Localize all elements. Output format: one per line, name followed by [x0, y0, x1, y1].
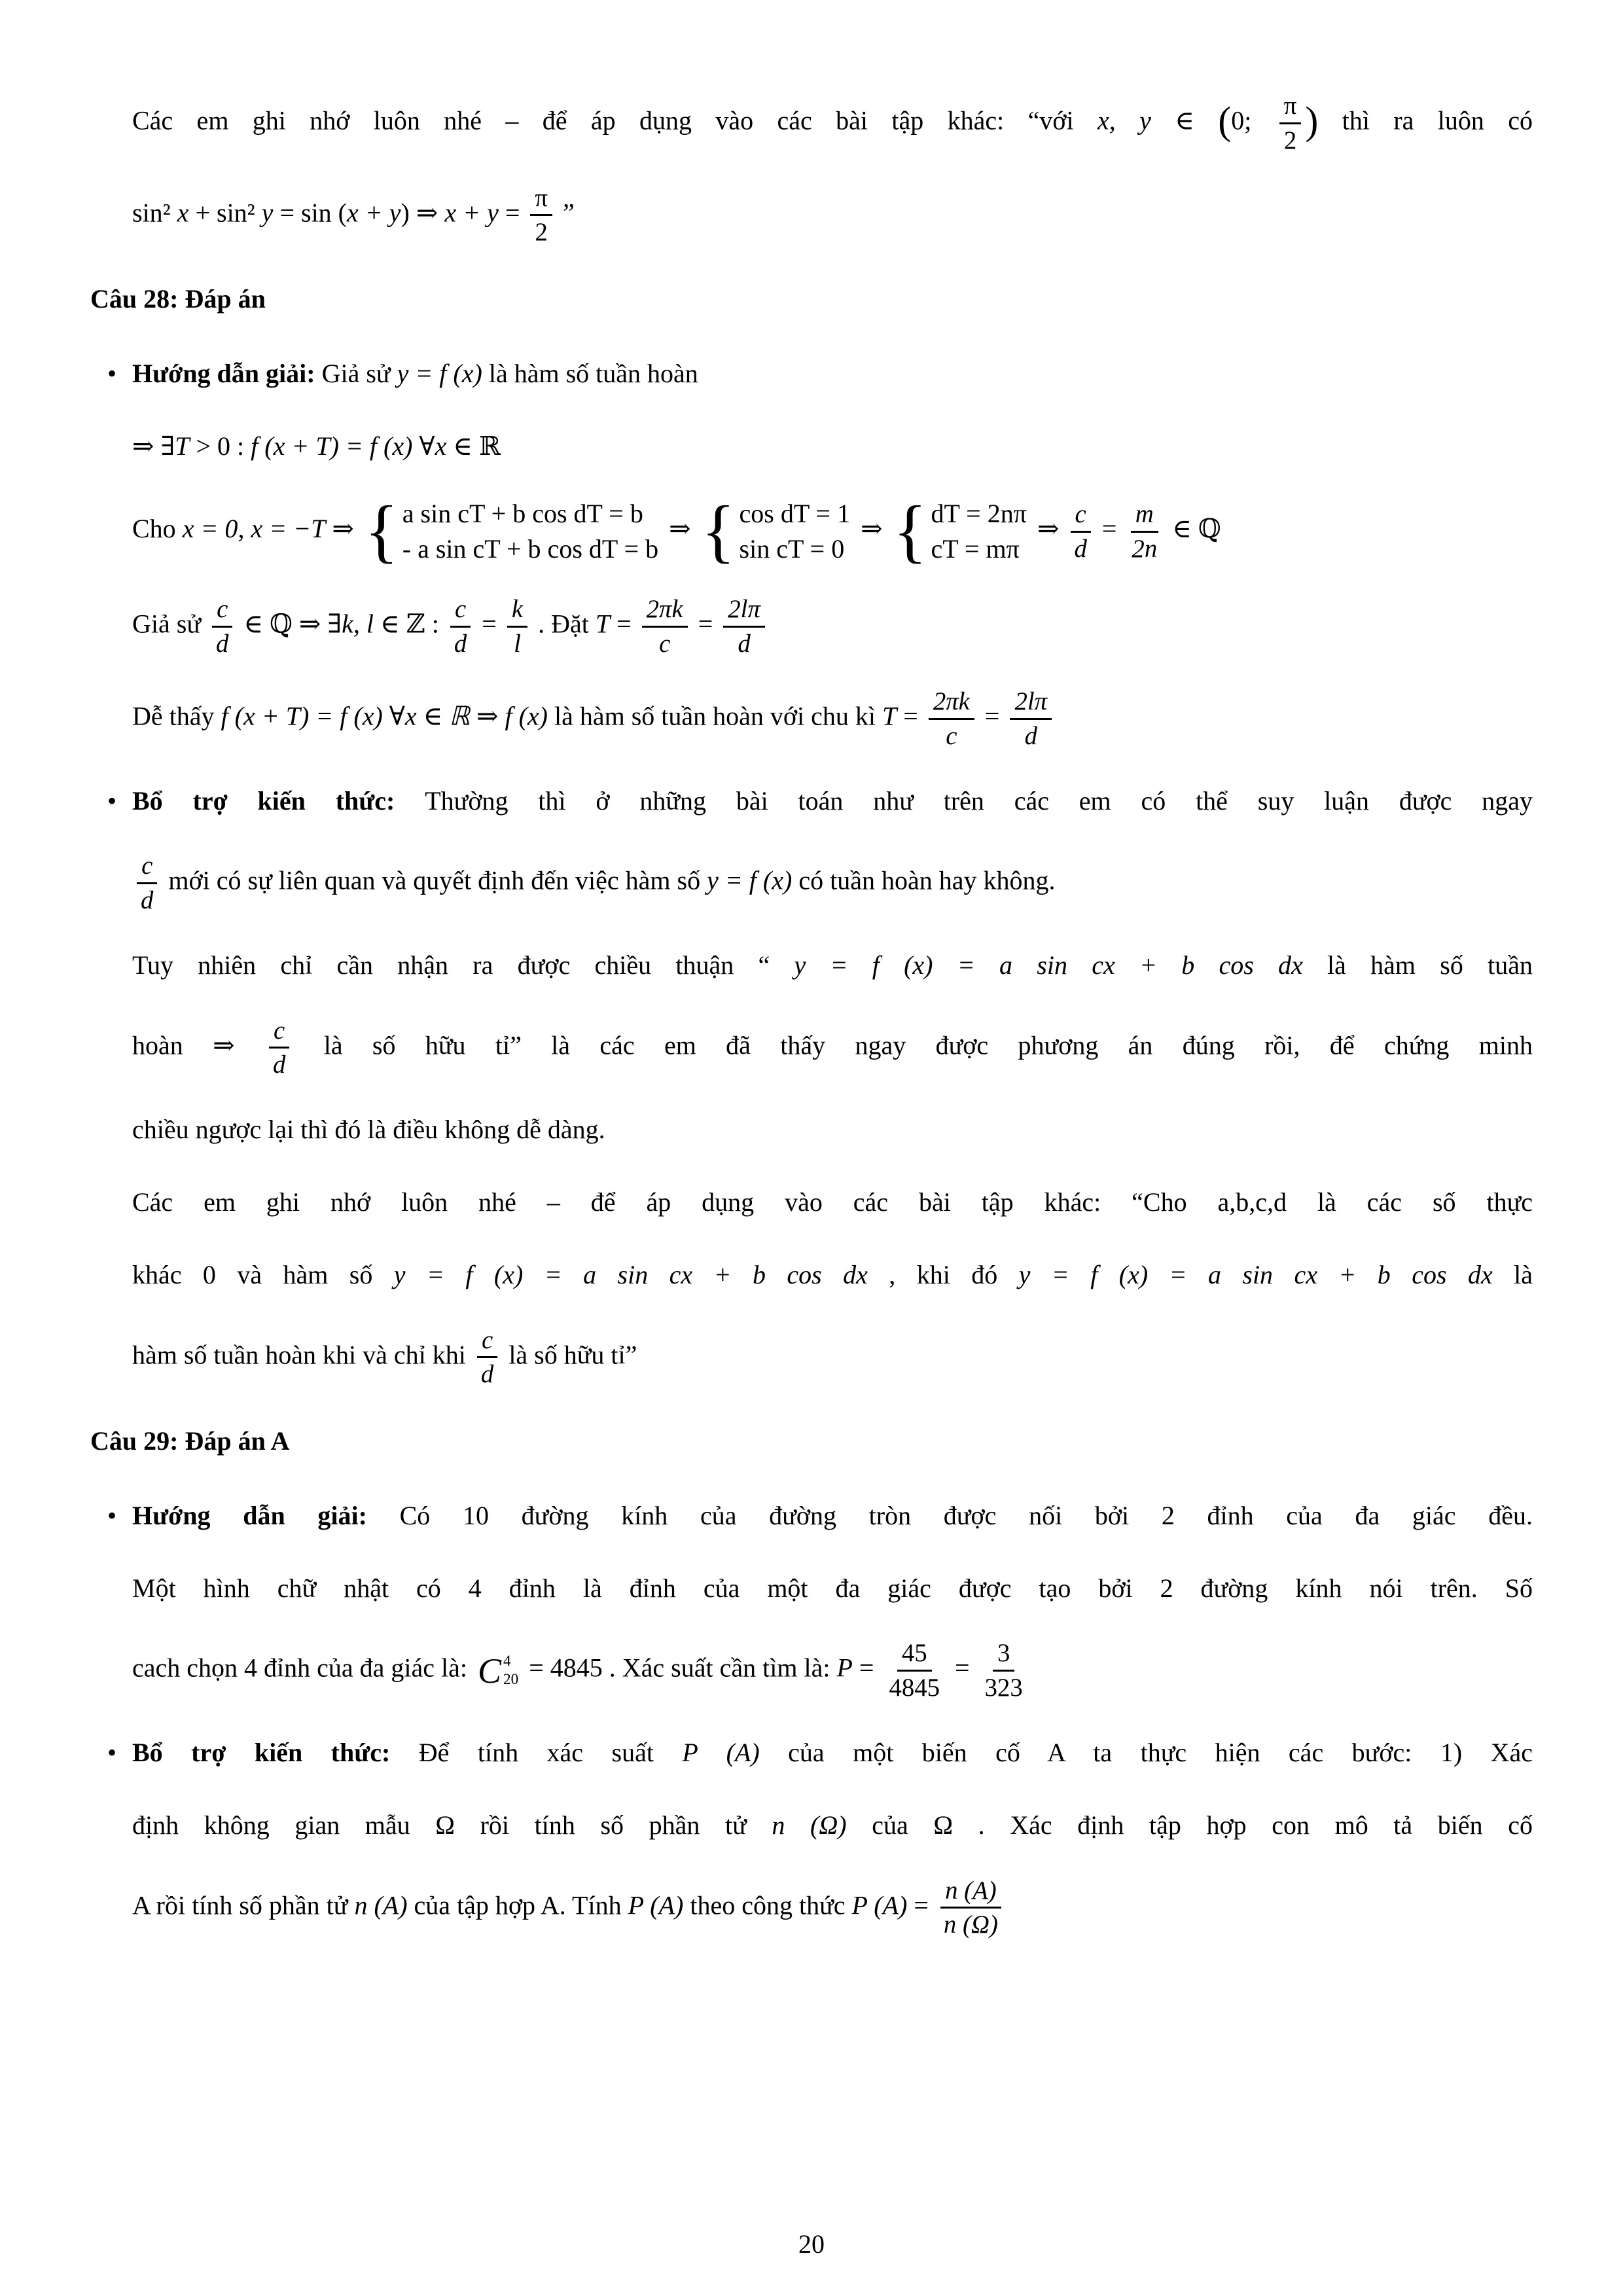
text-run: Giả sử [132, 609, 207, 639]
fraction [723, 594, 765, 659]
paragraph [132, 1002, 1533, 1094]
fraction [268, 1016, 290, 1081]
text-run: = [691, 609, 720, 639]
fraction [136, 851, 158, 916]
text-run: có tuần hoàn hay không. [792, 865, 1056, 895]
math-text: T [882, 701, 897, 731]
fraction [1127, 499, 1162, 564]
text-run: ∈ ℝ [446, 431, 501, 461]
fraction-numerator: 45 [897, 1638, 932, 1672]
text-run: Có 10 đường kính của đường tròn được nối bởi 2 đỉnh của đa giác đều. [399, 1500, 1533, 1530]
fraction [476, 1325, 498, 1390]
math-text: n (Ω) [772, 1810, 847, 1840]
fraction-denominator: d [216, 630, 229, 658]
text-run: ⇒ [325, 514, 361, 544]
cases-line: dT = 2nπ [931, 499, 1027, 529]
section-heading: Câu 29: Đáp án A [90, 1426, 290, 1456]
math-text: y = f (x) [707, 865, 793, 895]
fraction-numerator: c [212, 594, 232, 628]
text-run: = [978, 701, 1007, 731]
text-run: ⇒ ∃ [132, 431, 175, 461]
text-run: ∀ [412, 431, 435, 461]
fraction-numerator: 2lπ [1010, 687, 1052, 720]
paragraph [132, 1862, 1533, 1954]
paragraph [132, 410, 1533, 483]
combination-scripts [503, 1653, 518, 1689]
paragraph [132, 929, 1533, 1002]
text-run: = [948, 1653, 976, 1683]
paragraph [132, 837, 1533, 929]
text-run: = [897, 701, 925, 731]
bold-label: Hướng dẫn giải: [132, 1500, 400, 1530]
math-text: y = f (x) = a sin cx + b cos dx [393, 1259, 868, 1289]
text-run: ∈ ℤ : [373, 609, 446, 639]
text-run: ) ⇒ [401, 197, 445, 227]
paragraph [132, 673, 1533, 765]
math-text: y [261, 197, 274, 227]
combination-symbol [478, 1653, 518, 1689]
fraction-numerator: c [269, 1016, 289, 1049]
bold-label: Hướng dẫn giải: [132, 358, 322, 388]
math-text: x + y [444, 197, 499, 227]
cases-lines [402, 496, 658, 567]
fraction [929, 687, 974, 751]
text-run: . Đặt [531, 609, 596, 639]
text-run: > 0 : [189, 431, 251, 461]
fraction-denominator: d [738, 630, 751, 658]
math-text: k, l [342, 609, 374, 639]
math-text: P (A) [628, 1890, 684, 1920]
fraction-numerator: c [450, 594, 471, 628]
math-text: f (x + T) = f (x) ∀x ∈ ℝ ⇒ f (x) [221, 701, 548, 731]
text-run: ∈ ℚ [1166, 514, 1221, 544]
math-text: f (x + T) = f (x) [251, 431, 413, 461]
text-run: chiều ngược lại thì đó là điều không dễ dàng. [132, 1115, 605, 1145]
fraction-denominator: d [141, 886, 154, 915]
text-run: ⇒ [854, 514, 889, 544]
fraction-numerator: 3 [993, 1638, 1014, 1672]
math-text: n (A) [354, 1890, 408, 1920]
paragraph [132, 170, 1533, 262]
fraction-numerator: π [1279, 91, 1302, 124]
fraction [1069, 499, 1091, 564]
fraction-numerator: π [530, 183, 552, 217]
paragraph [132, 1789, 1533, 1862]
text-run: cach chọn 4 đỉnh của đa giác là: [132, 1653, 474, 1683]
text-run: Dễ thấy [132, 701, 221, 731]
paragraph [132, 1552, 1533, 1625]
text-run: ⇒ [1030, 514, 1066, 544]
fraction [507, 594, 527, 659]
math-text: P (A) [851, 1890, 908, 1920]
text-run: Để tính xác suất [418, 1738, 683, 1768]
fraction-numerator: 2πk [929, 687, 974, 720]
fraction-numerator: n (A) [940, 1876, 1001, 1909]
fraction-denominator: 2 [1283, 126, 1297, 154]
text-run: ” [556, 197, 575, 227]
text-run: định không gian mẫu Ω rồi tính số phần tử [132, 1810, 772, 1840]
page-number: 20 [798, 2229, 825, 2259]
math-text: x [177, 197, 189, 227]
text-run: Các em ghi nhớ luôn nhé – để áp dụng vào các bài tập khác: “Cho a,b,c,d là các số thực [132, 1187, 1533, 1217]
text-run: Giả sử [321, 358, 397, 388]
cases-group [701, 492, 851, 571]
text-run: = 4845 . Xác suất cần tìm là: [522, 1653, 837, 1683]
fraction-denominator: d [272, 1050, 286, 1079]
text-run: sin² [132, 197, 177, 227]
subscript: 20 [503, 1670, 519, 1688]
bullet-icon: • [107, 358, 117, 388]
fraction-denominator: 323 [984, 1674, 1023, 1702]
text-run: là số hữu tỉ” [502, 1340, 637, 1370]
bullet-item [107, 1717, 1533, 1789]
cases-group [893, 492, 1027, 571]
text-run: là hàm số tuần [1302, 950, 1533, 980]
cases-lines [740, 496, 851, 567]
cases-line: cT = mπ [931, 534, 1020, 564]
bullet-item [107, 1480, 1533, 1552]
fraction-numerator: c [137, 851, 157, 884]
text-run: là số hữu tỉ” là các em đã thấy ngay được phương án đúng rồi, để chứng minh [294, 1030, 1533, 1060]
text-run: = sin ( [273, 197, 347, 227]
fraction-denominator: l [514, 630, 521, 658]
paren: ) [1305, 99, 1319, 143]
text-run: hàm số tuần hoàn khi và chỉ khi [132, 1340, 473, 1370]
cases-line: - a sin cT + b cos dT = b [402, 534, 659, 564]
fraction [211, 594, 233, 659]
fraction-numerator: m [1131, 499, 1158, 533]
paragraph [132, 1624, 1533, 1717]
text-run: hoàn ⇒ [132, 1030, 264, 1060]
bullet-icon: • [107, 785, 117, 816]
fraction-denominator: 4845 [889, 1674, 940, 1702]
paren: ( [1218, 99, 1232, 143]
fraction-denominator: d [454, 630, 467, 658]
text-run: Tuy nhiên chỉ cần nhận ra được chiều thuận “ [132, 950, 794, 980]
fraction [1010, 687, 1052, 751]
text-run: mới có sự liên quan và quyết định đến việc hàm số [162, 865, 707, 895]
text-run: của tập hợp A. Tính [407, 1890, 628, 1920]
math-text: x [435, 431, 447, 461]
paragraph [132, 1312, 1533, 1404]
paragraph [132, 581, 1533, 673]
fraction-denominator: 2n [1132, 534, 1158, 563]
text-run: = [475, 609, 503, 639]
fraction [939, 1876, 1003, 1941]
bullet-item [107, 765, 1533, 838]
math-text: y = f (x) = a sin cx + b cos dx [1018, 1259, 1493, 1289]
text-run: ∈ ℚ ⇒ ∃ [237, 609, 342, 639]
bullet-icon: • [107, 1738, 117, 1768]
left-brace-icon: { [893, 492, 927, 571]
math-text: x = 0, x = −T [182, 514, 326, 544]
left-brace-icon: { [364, 492, 399, 571]
text-run: Các em ghi nhớ luôn nhé – để áp dụng vào các bài tập khác: “với [132, 105, 1098, 135]
fraction-denominator: n (Ω) [943, 1910, 998, 1939]
text-run: ⇒ [662, 514, 698, 544]
cases-line: cos dT = 1 [739, 499, 851, 529]
text-run: , khi đó [867, 1259, 1019, 1289]
text-run: là hàm số tuần hoàn với chu kì [547, 701, 883, 731]
text-run: = [1095, 514, 1124, 544]
text-run: = [852, 1653, 881, 1683]
fraction [450, 594, 471, 659]
text-run: Một hình chữ nhật có 4 đỉnh là đỉnh của một đa giác được tạo bởi 2 đường kính nói trên. Số [132, 1573, 1533, 1603]
fraction-numerator: 2πk [642, 594, 688, 628]
text-run: = [907, 1890, 935, 1920]
text-run: Cho [132, 514, 183, 544]
bold-label: Bổ trợ kiến thức: [132, 1738, 419, 1768]
bullet-icon: • [107, 1500, 117, 1530]
fraction [1279, 91, 1302, 156]
bold-label: Bổ trợ kiến thức: [132, 785, 425, 816]
bullet-item [107, 338, 1533, 410]
paragraph [132, 482, 1533, 581]
math-text: y = f (x) [397, 358, 482, 388]
text-run: + sin² [188, 197, 262, 227]
left-brace-icon: { [701, 492, 736, 571]
math-text: x, y [1097, 105, 1151, 135]
fraction-numerator: k [507, 594, 527, 628]
fraction-denominator: d [480, 1360, 494, 1389]
cases-lines [931, 496, 1026, 567]
paragraph [132, 1094, 1533, 1166]
fraction [884, 1638, 944, 1703]
cases-line: sin cT = 0 [739, 534, 845, 564]
math-text: T [175, 431, 190, 461]
text-run: A rồi tính số phần tử [132, 1890, 355, 1920]
text-run: của một biến cố A ta thực hiện các bước: 1) Xác [759, 1738, 1533, 1768]
fraction-denominator: c [659, 630, 671, 658]
cases-line: a sin cT + b cos dT = b [402, 499, 643, 529]
math-text: y = f (x) = a sin cx + b cos dx [794, 950, 1303, 980]
combination-base: C [478, 1651, 502, 1691]
text-run: là [1492, 1259, 1533, 1289]
text-run: khác 0 và hàm số [132, 1259, 394, 1289]
text-run: = [498, 197, 527, 227]
math-text: P [836, 1653, 853, 1683]
fraction-numerator: c [1071, 499, 1091, 533]
text-run: 0; [1231, 105, 1275, 135]
math-text: P (A) [682, 1738, 760, 1768]
math-text: x + y [347, 197, 401, 227]
text-run: của Ω . Xác định tập hợp con mô tả biến cố [846, 1810, 1533, 1840]
fraction-numerator: c [477, 1325, 497, 1359]
math-text: T [595, 609, 611, 639]
fraction-numerator: 2lπ [723, 594, 765, 628]
paragraph [132, 1239, 1533, 1312]
page-footer [0, 2229, 1623, 2259]
fraction [530, 183, 552, 248]
fraction-denominator: d [1024, 721, 1037, 750]
text-run: Thường thì ở những bài toán như trên các em có thể suy luận được ngay [425, 785, 1533, 816]
text-run: là hàm số tuần hoàn [482, 358, 698, 388]
text-run: = [610, 609, 638, 639]
text-run: theo công thức [683, 1890, 852, 1920]
fraction-denominator: c [946, 721, 957, 750]
fraction [642, 594, 688, 659]
paragraph [132, 77, 1533, 170]
text-run: thì ra luôn có [1318, 105, 1533, 135]
paragraph [132, 1166, 1533, 1239]
fraction-denominator: d [1074, 534, 1087, 563]
fraction-denominator: 2 [535, 218, 548, 247]
superscript: 4 [503, 1652, 511, 1670]
fraction [980, 1638, 1027, 1703]
text-run: ∈ [1150, 105, 1219, 135]
section-heading: Câu 28: Đáp án [90, 284, 266, 314]
cases-group [364, 492, 659, 571]
